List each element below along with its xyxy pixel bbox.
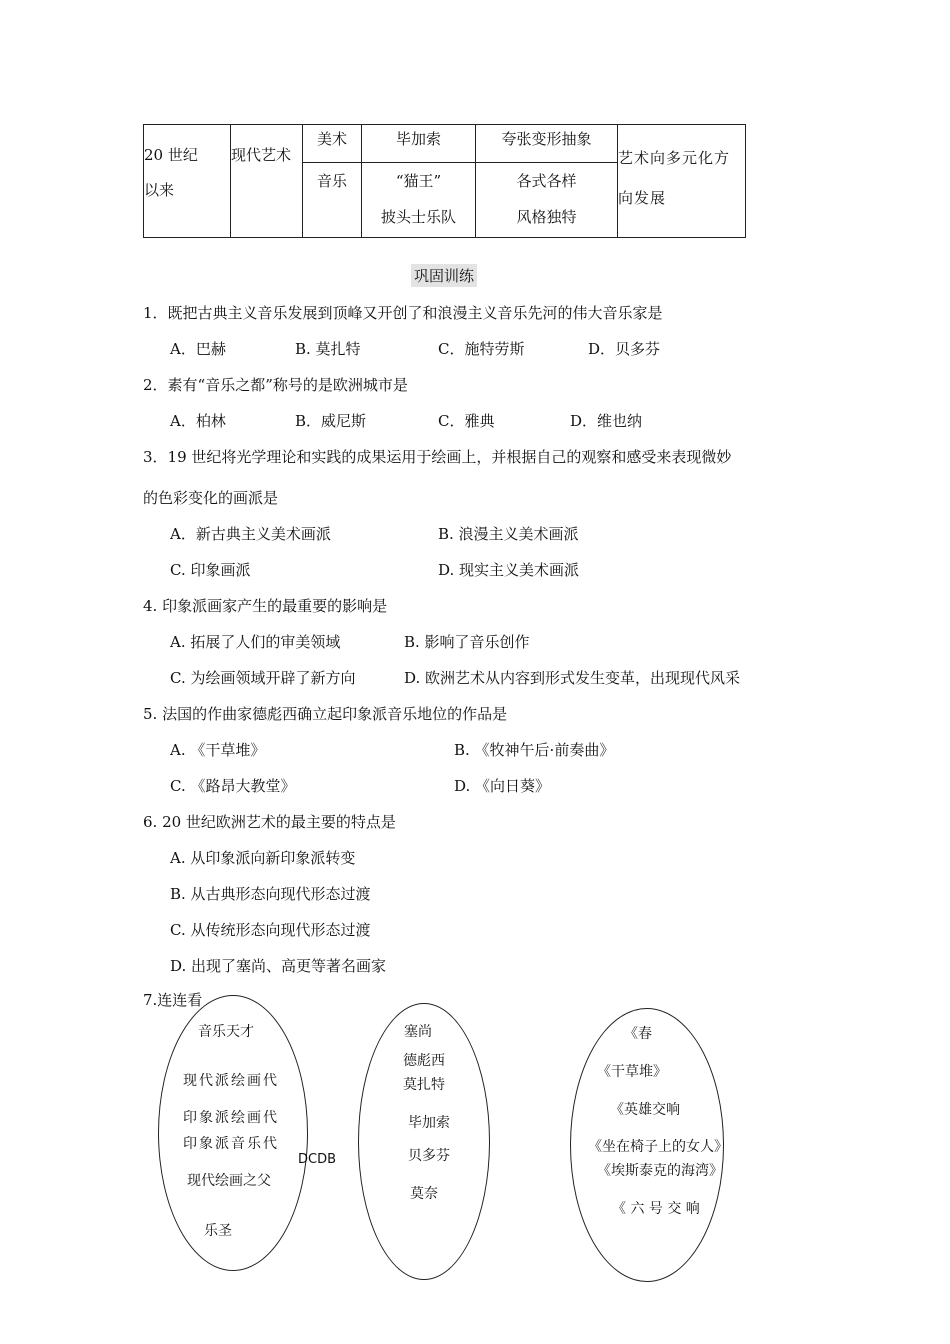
question-6-option-c[interactable]: C. 从传统形态向现代形态过渡 <box>170 921 371 939</box>
question-2-stem: 2．素有“音乐之都”称号的是欧洲城市是 <box>143 376 408 394</box>
field-art: 美术 <box>316 130 347 148</box>
question-6-option-b[interactable]: B. 从古典形态向现代形态过渡 <box>170 885 371 903</box>
question-4-option-a[interactable]: A. 拓展了人们的审美领域 <box>170 633 341 651</box>
feature-music-2: 风格独特 <box>516 208 577 226</box>
question-5-stem: 5. 法国的作曲家德彪西确立起印象派音乐地位的作品是 <box>143 705 508 723</box>
title-item-1[interactable]: 音乐天才 <box>198 1024 254 1040</box>
question-2-option-a[interactable]: A．柏林 <box>170 412 226 430</box>
question-4-option-d[interactable]: D. 欧洲艺术从内容到形式发生变革，出现现代风采 <box>404 669 741 687</box>
field-music: 音乐 <box>316 172 347 190</box>
question-4-option-c[interactable]: C. 为绘画领域开辟了新方向 <box>170 669 356 687</box>
question-2-option-d[interactable]: D．维也纳 <box>570 412 643 430</box>
category-text: 现代艺术 <box>231 146 292 164</box>
question-7-stem: 7.连连看 <box>143 991 203 1009</box>
question-6-stem: 6. 20 世纪欧洲艺术的最主要的特点是 <box>143 813 396 831</box>
question-4-stem: 4. 印象派画家产生的最重要的影响是 <box>143 597 388 615</box>
question-6-option-d[interactable]: D. 出现了塞尚、高更等著名画家 <box>170 957 387 975</box>
question-3-option-a[interactable]: A．新古典主义美术画派 <box>170 525 331 543</box>
question-5-option-d[interactable]: D. 《向日葵》 <box>454 777 551 795</box>
person-art: 毕加索 <box>395 130 441 148</box>
work-item-5[interactable]: 《埃斯泰克的海湾》 <box>597 1163 723 1179</box>
question-5-option-c[interactable]: C. 《路昂大教堂》 <box>170 777 296 795</box>
question-3-option-c[interactable]: C. 印象画派 <box>170 561 251 579</box>
period-line-1: 20 世纪 <box>144 146 198 164</box>
title-item-6[interactable]: 乐圣 <box>204 1223 232 1239</box>
question-1-option-c[interactable]: C．施特劳斯 <box>438 340 525 358</box>
section-title: 巩固训练 <box>411 264 477 287</box>
person-item-4[interactable]: 毕加索 <box>408 1115 450 1131</box>
title-item-3[interactable]: 印象派绘画代 <box>183 1110 279 1126</box>
question-2-option-b[interactable]: B．威尼斯 <box>295 412 367 430</box>
field-cell-music <box>303 163 362 238</box>
work-item-2[interactable]: 《干草堆》 <box>597 1064 667 1080</box>
feature-cell-music <box>476 163 618 238</box>
period-cell <box>144 125 231 238</box>
feature-music-1: 各式各样 <box>516 172 577 190</box>
question-6-option-a[interactable]: A. 从印象派向新印象派转变 <box>170 849 356 867</box>
question-3-option-b[interactable]: B. 浪漫主义美术画派 <box>438 525 579 543</box>
person-item-5[interactable]: 贝多芬 <box>408 1148 450 1164</box>
person-item-2[interactable]: 德彪西 <box>403 1053 445 1069</box>
question-5-option-a[interactable]: A. 《干草堆》 <box>170 741 266 759</box>
work-item-4[interactable]: 《坐在椅子上的女人》 <box>588 1139 728 1155</box>
question-5-option-b[interactable]: B. 《牧神午后·前奏曲》 <box>454 741 615 759</box>
person-item-1[interactable]: 塞尚 <box>404 1024 432 1040</box>
question-1-stem: 1．既把古典主义音乐发展到顶峰又开创了和浪漫主义音乐先河的伟大音乐家是 <box>143 304 663 322</box>
person-item-3[interactable]: 莫扎特 <box>403 1077 445 1093</box>
title-item-5[interactable]: 现代绘画之父 <box>187 1173 271 1189</box>
period-line-2: 以来 <box>144 181 175 199</box>
person-cell-art <box>362 125 476 163</box>
feature-cell-art <box>476 125 618 163</box>
person-music-2: 披头士乐队 <box>380 208 456 226</box>
question-1-option-b[interactable]: B. 莫扎特 <box>295 340 361 358</box>
question-1-option-a[interactable]: A．巴赫 <box>170 340 226 358</box>
trend-line-1: 艺术向多元化方 <box>618 149 731 167</box>
summary-table <box>143 124 746 238</box>
title-item-2[interactable]: 现代派绘画代 <box>183 1073 279 1089</box>
question-1-option-d[interactable]: D．贝多芬 <box>588 340 661 358</box>
field-cell-art <box>303 125 362 163</box>
question-2-option-c[interactable]: C．雅典 <box>438 412 495 430</box>
person-music-1: “猫王” <box>395 172 442 190</box>
stray-answer-text: DCDB <box>298 1152 337 1167</box>
work-item-6[interactable]: 《 六 号 交 响 <box>612 1201 700 1217</box>
question-4-option-b[interactable]: B. 影响了音乐创作 <box>404 633 530 651</box>
person-cell-music <box>362 163 476 238</box>
question-3-stem-line-2: 的色彩变化的画派是 <box>143 489 279 507</box>
person-item-6[interactable]: 莫奈 <box>410 1186 438 1202</box>
question-3-option-d[interactable]: D. 现实主义美术画派 <box>438 561 580 579</box>
feature-art: 夸张变形抽象 <box>501 130 592 148</box>
work-item-1[interactable]: 《春 <box>624 1026 652 1042</box>
title-item-4[interactable]: 印象派音乐代 <box>183 1136 279 1152</box>
category-cell <box>231 125 303 238</box>
question-3-stem-line-1: 3．19 世纪将光学理论和实践的成果运用于绘画上，并根据自己的观察和感受来表现微妙 <box>143 448 732 466</box>
trend-cell <box>618 125 746 238</box>
people-oval <box>358 1003 490 1280</box>
trend-line-2: 向发展 <box>618 189 667 207</box>
work-item-3[interactable]: 《英雄交响 <box>610 1102 680 1118</box>
